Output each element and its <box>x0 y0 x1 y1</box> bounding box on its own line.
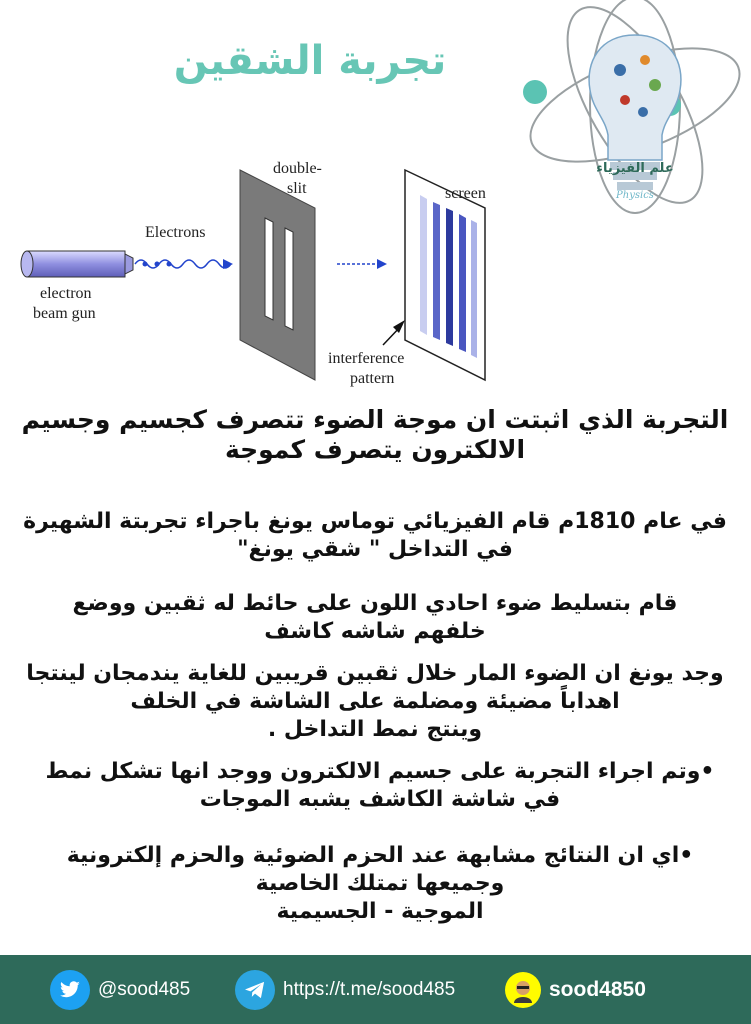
logo-text: علم الفيزياء <box>596 161 674 176</box>
text-line: في شاشة الكاشف يشبه الموجات <box>199 787 561 812</box>
logo-subtext: Physics <box>616 190 654 201</box>
paragraph-intro <box>20 405 730 465</box>
text-line: وجميعها تمتلك الخاصية <box>255 871 505 896</box>
label-pattern-line1: interference <box>328 350 405 367</box>
telegram-link[interactable] <box>235 969 455 1011</box>
text-line: اهداباً مضيئة ومضلمة على الشاشة في الخلف <box>130 689 620 714</box>
paragraph-result <box>10 660 740 744</box>
snapchat-link[interactable] <box>505 969 646 1011</box>
text-line: التجربة الذي اثبتت ان موجة الضوء تتصرف كجسيم وجسيم <box>21 405 729 434</box>
paragraph-history <box>20 508 730 564</box>
label-slit-line2: slit <box>287 180 307 197</box>
twitter-handle: @sood485 <box>98 979 191 1000</box>
text-line: خلفهم شاشه كاشف <box>264 619 486 644</box>
twitter-icon <box>50 970 90 1010</box>
electron-wave <box>135 260 231 268</box>
double-slit-diagram <box>15 150 515 400</box>
paragraph-setup <box>20 590 730 646</box>
double-slit-plate <box>240 170 315 380</box>
text-line: في التداخل " شقي يونغ" <box>237 537 513 562</box>
label-pattern-line2: pattern <box>350 370 395 387</box>
page-title: تجربة الشقين <box>173 38 447 84</box>
text-line: وينتج نمط التداخل . <box>267 717 483 742</box>
twitter-link[interactable] <box>50 969 190 1011</box>
paragraph-electron <box>30 758 730 814</box>
label-screen: screen <box>445 185 486 202</box>
snapchat-avatar-icon <box>505 972 541 1008</box>
electron-beam-gun <box>21 251 133 277</box>
telegram-url: https://t.me/sood485 <box>283 979 456 1000</box>
text-line: •وتم اجراء التجربة على جسيم الالكترون ووجد انها تشكل نمط <box>45 759 715 784</box>
text-line: في عام 1810م قام الفيزيائي توماس يونغ باجراء تجربتة الشهيرة <box>23 509 727 534</box>
snapchat-handle: sood4850 <box>549 978 646 1001</box>
physics-logo <box>505 0 751 220</box>
telegram-icon <box>235 970 275 1010</box>
label-electrons: Electrons <box>145 224 206 241</box>
label-gun-line2: beam gun <box>33 305 96 322</box>
text-line: الالكترون يتصرف كموجة <box>224 435 526 464</box>
text-line: وجد يونغ ان الضوء المار خلال ثقبين قريبين للغاية يندمجان لينتجا <box>26 661 724 686</box>
label-slit-line1: double- <box>273 160 322 177</box>
text-line: •اي ان النتائج مشابهة عند الحزم الضوئية والحزم إلكترونية <box>66 843 694 868</box>
label-gun-line1: electron <box>40 285 92 302</box>
text-line: الموجية - الجسيمية <box>276 899 484 924</box>
text-line: قام بتسليط ضوء احادي اللون على حائط له ثقبين ووضع <box>72 591 678 616</box>
social-footer <box>0 955 751 1024</box>
paragraph-conclusion <box>30 842 730 926</box>
